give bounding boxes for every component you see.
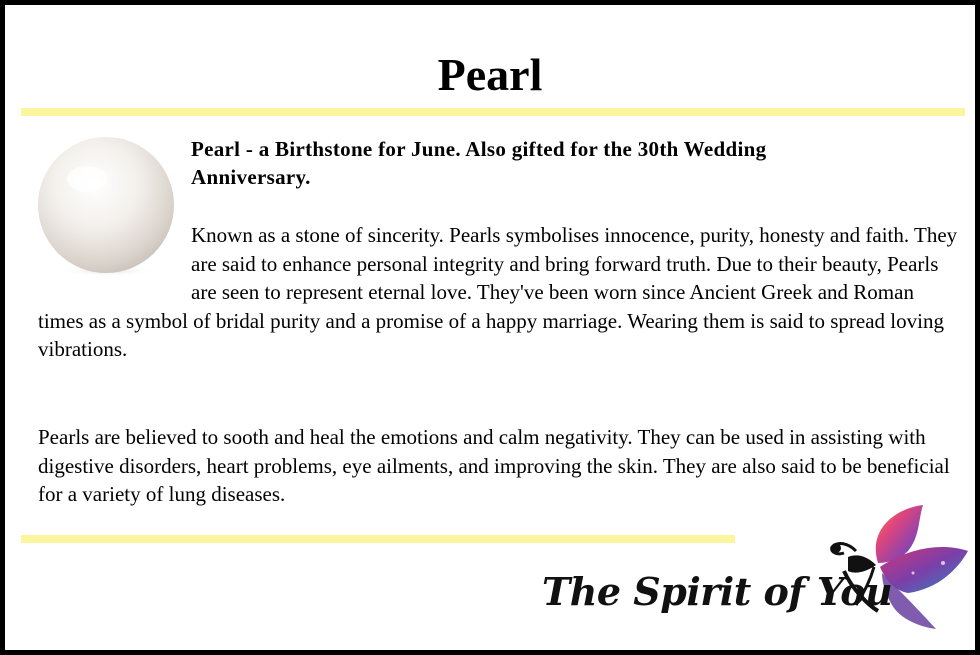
paragraph-2: Pearls are believed to sooth and heal the emotions and calm negativity. They can be used in assisting with digestive disorders, heart problems, eye ailments, and improving the skin. They are also said to be beneficial for a variety of lung diseases. <box>38 425 950 506</box>
image-wrap-spacer <box>38 221 191 306</box>
paragraph-1: Known as a stone of sincerity. Pearls symbolises innocence, purity, honesty and faith. They are said to enhance personal integrity and bring forward truth. Due to their beauty, Pearls are seen to represent eternal love. They've been worn since Ancient Greek and Roman times as a symbol of bridal purity and a promise of a happy marriage. Wearing them is said to spread loving vibrations. <box>38 223 958 361</box>
page-title: Pearl <box>437 49 543 100</box>
brand-logo <box>538 501 978 651</box>
intro-heading: Pearl - a Birthstone for June. Also gifted for the 30th Wedding Anniversary. <box>191 137 767 189</box>
paragraph-1-block <box>38 221 958 364</box>
brand-logo-text: The Spirit of You <box>542 569 893 614</box>
highlight-divider-top <box>21 108 965 116</box>
